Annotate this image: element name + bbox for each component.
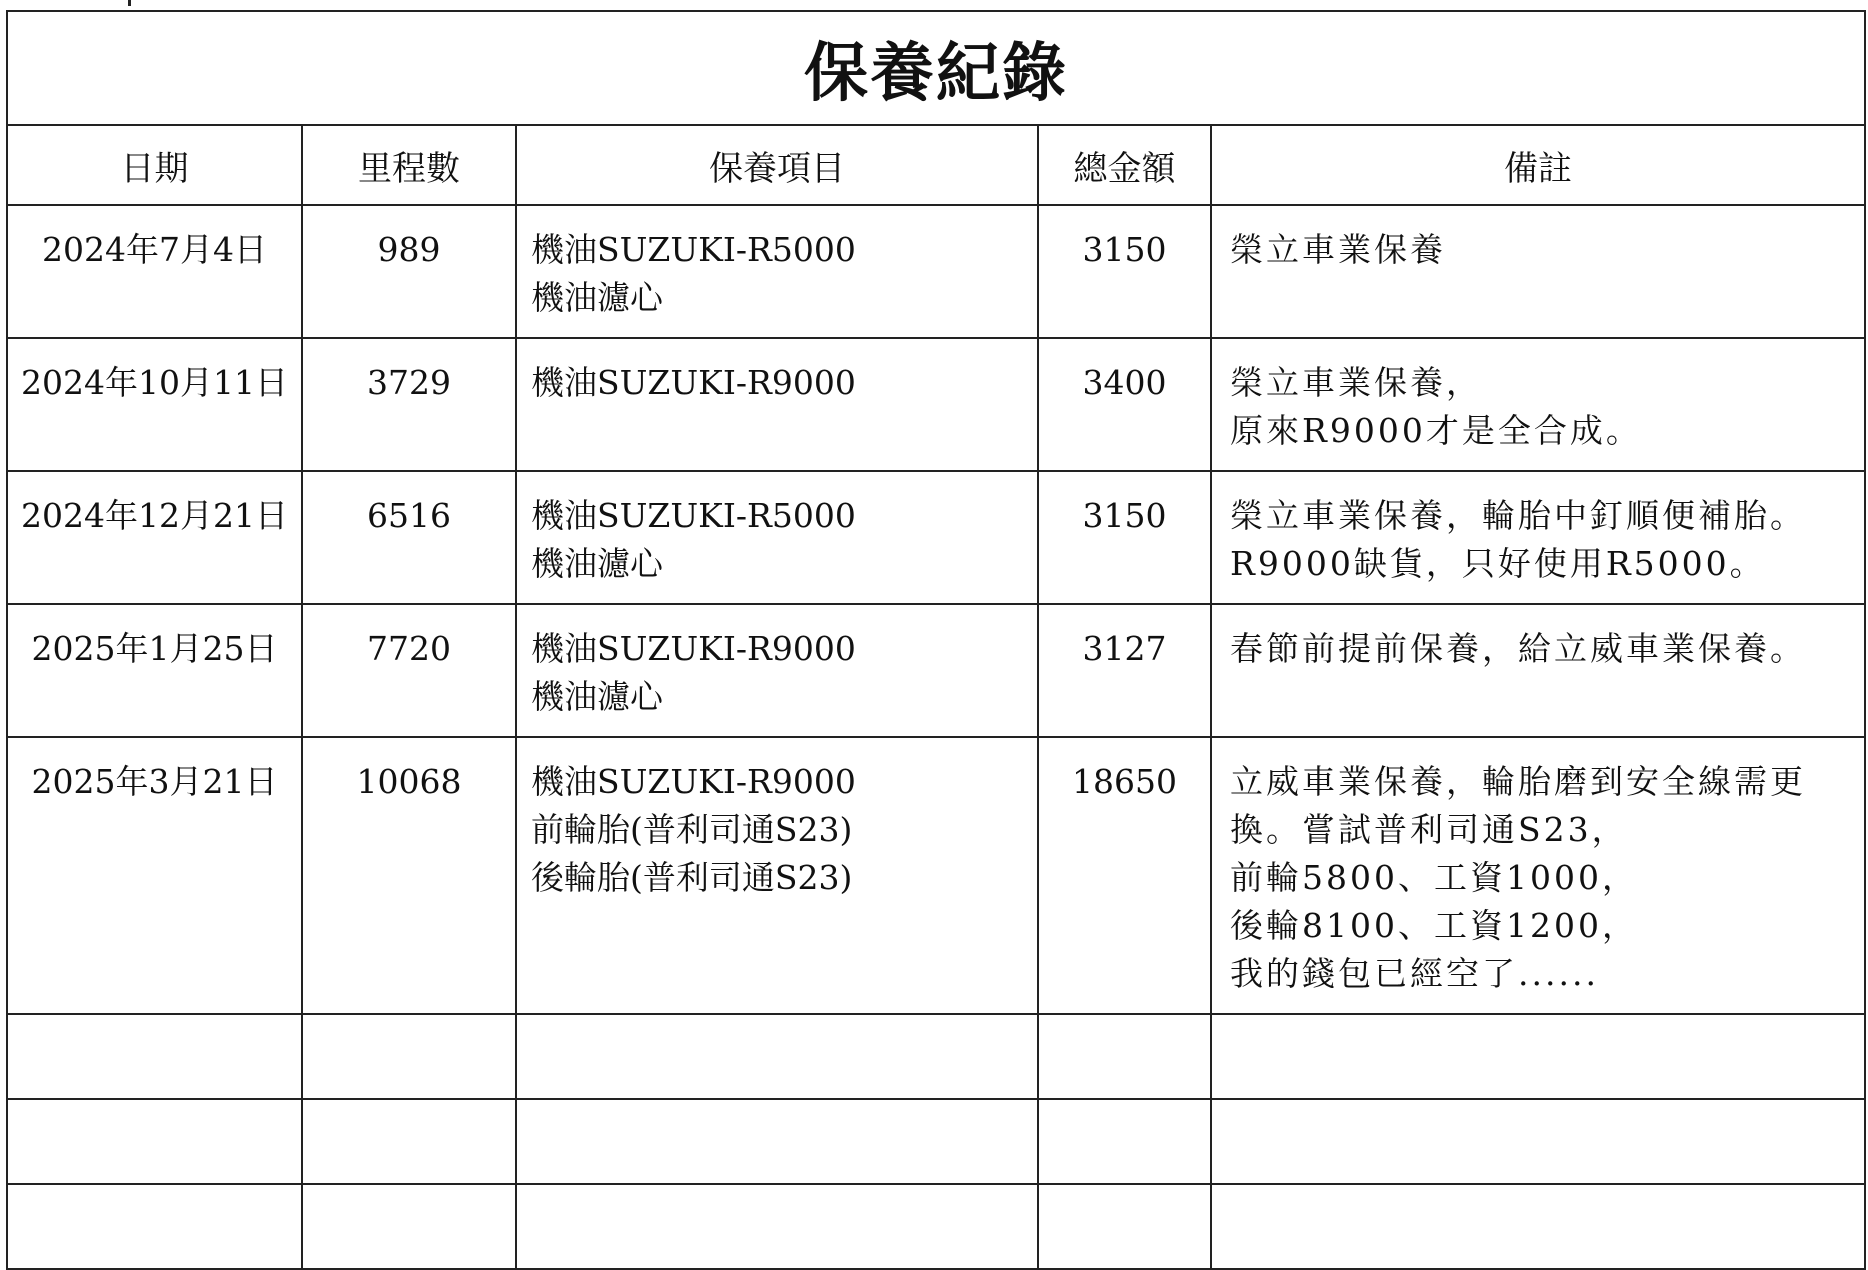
cell-items <box>516 604 1038 737</box>
table-row <box>7 471 1865 604</box>
cell-notes <box>1211 338 1865 471</box>
cell-mileage: 3729 <box>302 338 516 471</box>
note-line: 榮立車業保養， <box>1230 363 1482 402</box>
empty-cell <box>516 1014 1038 1099</box>
table-row <box>7 604 1865 737</box>
header-date: 日期 <box>7 125 302 205</box>
cell-date: 2024年10月11日 <box>7 338 302 471</box>
item-line: 機油SUZUKI-R9000 <box>531 762 856 801</box>
item-line: 機油SUZUKI-R5000 <box>531 230 856 269</box>
empty-row <box>7 1184 1865 1269</box>
empty-cell <box>516 1184 1038 1269</box>
empty-cell <box>1038 1184 1211 1269</box>
item-line: 機油SUZUKI-R9000 <box>531 363 856 402</box>
cell-items <box>516 471 1038 604</box>
item-line: 機油SUZUKI-R9000 <box>531 629 856 668</box>
note-line: 換。嘗試普利司通S23， <box>1230 810 1628 849</box>
cell-date: 2025年1月25日 <box>7 604 302 737</box>
cell-items <box>516 338 1038 471</box>
empty-cell <box>1211 1099 1865 1184</box>
empty-cell <box>302 1014 516 1099</box>
note-line: 我的錢包已經空了...... <box>1230 954 1599 993</box>
note-line: 前輪5800、工資1000， <box>1230 858 1638 897</box>
cell-date: 2024年12月21日 <box>7 471 302 604</box>
header-items: 保養項目 <box>516 125 1038 205</box>
cell-date: 2024年7月4日 <box>7 205 302 338</box>
cell-mileage: 6516 <box>302 471 516 604</box>
item-line: 機油濾心 <box>531 677 663 716</box>
empty-cell <box>1211 1014 1865 1099</box>
cell-items <box>516 737 1038 1014</box>
note-line: 榮立車業保養 <box>1230 230 1446 269</box>
cell-total: 3400 <box>1038 338 1211 471</box>
item-line: 機油濾心 <box>531 544 663 583</box>
header-notes: 備註 <box>1211 125 1865 205</box>
header-total: 總金額 <box>1038 125 1211 205</box>
empty-row <box>7 1099 1865 1184</box>
cell-notes <box>1211 604 1865 737</box>
empty-cell <box>516 1099 1038 1184</box>
table-row <box>7 737 1865 1014</box>
note-line: 後輪8100、工資1200， <box>1230 906 1638 945</box>
cell-notes <box>1211 737 1865 1014</box>
cell-total: 3150 <box>1038 205 1211 338</box>
cell-date: 2025年3月21日 <box>7 737 302 1014</box>
empty-cell <box>7 1014 302 1099</box>
header-mileage: 里程數 <box>302 125 516 205</box>
cell-total: 3150 <box>1038 471 1211 604</box>
empty-cell <box>302 1099 516 1184</box>
empty-cell <box>7 1184 302 1269</box>
empty-cell <box>302 1184 516 1269</box>
cell-items <box>516 205 1038 338</box>
cell-mileage: 989 <box>302 205 516 338</box>
empty-cell <box>7 1099 302 1184</box>
note-line: 原來R9000才是全合成。 <box>1230 411 1642 450</box>
maintenance-log-table <box>6 10 1866 1270</box>
cell-total: 18650 <box>1038 737 1211 1014</box>
note-line: 春節前提前保養，給立威車業保養。 <box>1230 629 1806 668</box>
empty-cell <box>1038 1099 1211 1184</box>
item-line: 後輪胎(普利司通S23) <box>531 858 853 897</box>
note-line: R9000缺貨，只好使用R5000。 <box>1230 544 1766 583</box>
table-title: 保養紀錄 <box>7 11 1865 125</box>
item-line: 機油濾心 <box>531 278 663 317</box>
note-line: 立威車業保養，輪胎磨到安全線需更 <box>1230 762 1806 801</box>
cell-total: 3127 <box>1038 604 1211 737</box>
table-row <box>7 205 1865 338</box>
item-line: 機油SUZUKI-R5000 <box>531 496 856 535</box>
item-line: 前輪胎(普利司通S23) <box>531 810 853 849</box>
cell-notes <box>1211 471 1865 604</box>
cell-mileage: 7720 <box>302 604 516 737</box>
empty-cell <box>1211 1184 1865 1269</box>
empty-row <box>7 1014 1865 1099</box>
cell-mileage: 10068 <box>302 737 516 1014</box>
empty-cell <box>1038 1014 1211 1099</box>
table-row <box>7 338 1865 471</box>
cell-notes <box>1211 205 1865 338</box>
corner-mark <box>128 0 131 6</box>
note-line: 榮立車業保養，輪胎中釘順便補胎。 <box>1230 496 1806 535</box>
